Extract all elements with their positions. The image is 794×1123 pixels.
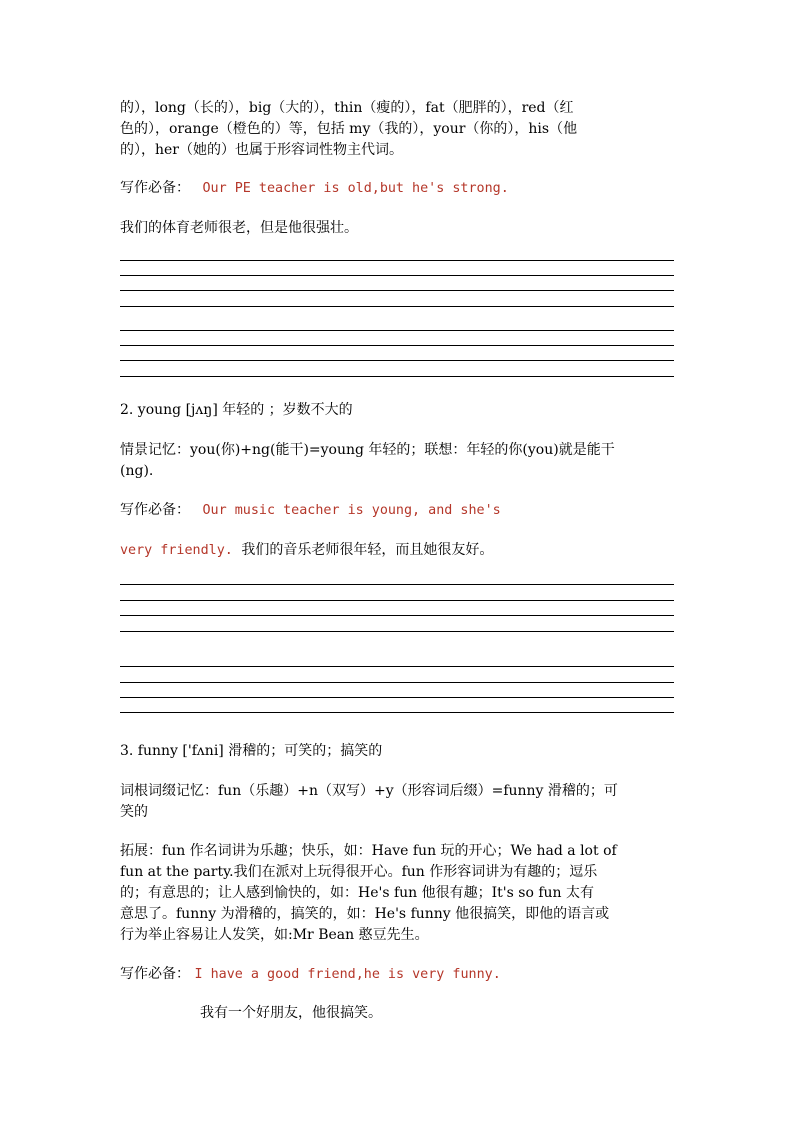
writing-label: 写作必备：: [120, 502, 190, 518]
practice-line: [120, 600, 674, 601]
practice-line: [120, 330, 674, 331]
writing-label: 写作必备：: [120, 966, 190, 982]
item3-writing-translation: 我有一个好朋友，他很搞笑。: [200, 1005, 382, 1021]
intro-line-3: 的），her（她的）也属于形容词性物主代词。: [120, 142, 403, 158]
practice-line: [120, 615, 674, 616]
practice-line: [120, 345, 674, 346]
item3-heading: 3. funny ['fʌni] 滑稽的；可笑的；搞笑的: [120, 743, 383, 759]
item2-writing-continued: [120, 539, 675, 562]
writing-english-sentence: Our music teacher is young, and she's: [202, 503, 501, 518]
item2-heading: 2. young [jʌŋ] 年轻的 ；岁数不大的: [120, 402, 353, 418]
practice-line: [120, 631, 674, 632]
practice-line: [120, 275, 674, 276]
practice-line: [120, 260, 674, 261]
item3-extension-line-5: 行为举止容易让人发笑，如:Mr Bean 憨豆先生。: [120, 927, 429, 943]
writing-english-sentence: Our PE teacher is old,but he's strong.: [202, 181, 509, 196]
practice-line: [120, 682, 674, 683]
item3-extension-line-2: fun at the party.我们在派对上玩得很开心。fun 作形容词讲为有趣的；逗乐: [120, 864, 598, 880]
item1-writing: [120, 177, 675, 200]
item1-writing-translation: 我们的体育老师很老，但是他很强壮。: [120, 220, 358, 236]
item3-writing: [120, 963, 675, 986]
intro-line-2: 色的），orange（橙色的）等，包括 my（我的），your（你的），his（他: [120, 121, 578, 137]
item3-extension-line-4: 意思了。funny 为滑稽的，搞笑的，如：He's funny 他很搞笑，即他的语言或: [120, 906, 610, 922]
writing-label: 写作必备：: [120, 180, 190, 196]
writing-english-sentence-end: very friendly.: [120, 543, 233, 558]
practice-line: [120, 584, 674, 585]
practice-line: [120, 360, 674, 361]
item3-extension-line-1: 拓展：fun 作名词讲为乐趣；快乐，如：Have fun 玩的开心；We had a lot of: [120, 843, 617, 859]
practice-line: [120, 290, 674, 291]
item2-writing: [120, 499, 675, 522]
practice-line: [120, 306, 674, 307]
item3-extension-line-3: 的；有意思的；让人感到愉快的，如：He's fun 他很有趣；It's so fun 太有: [120, 885, 595, 901]
item3-root-line-2: 笑的: [120, 804, 148, 820]
practice-line: [120, 376, 674, 377]
item2-memory-line-2: (ng).: [120, 463, 154, 479]
intro-line-1: 的），long（长的），big（大的），thin（瘦的），fat（肥胖的），red（红: [120, 100, 574, 116]
practice-line: [120, 666, 674, 667]
writing-translation: 我们的音乐老师很年轻，而且她很友好。: [241, 542, 494, 558]
item2-memory-line-1: 情景记忆：you(你)+ng(能干)=young 年轻的；联想：年轻的你(you)就是能干: [120, 442, 615, 458]
practice-line: [120, 712, 674, 713]
writing-english-sentence: I have a good friend,he is very funny.: [194, 967, 501, 982]
item3-root-line-1: 词根词缀记忆：fun（乐趣）+n（双写）+y（形容词后缀）=funny 滑稽的；可: [120, 783, 618, 799]
practice-line: [120, 697, 674, 698]
